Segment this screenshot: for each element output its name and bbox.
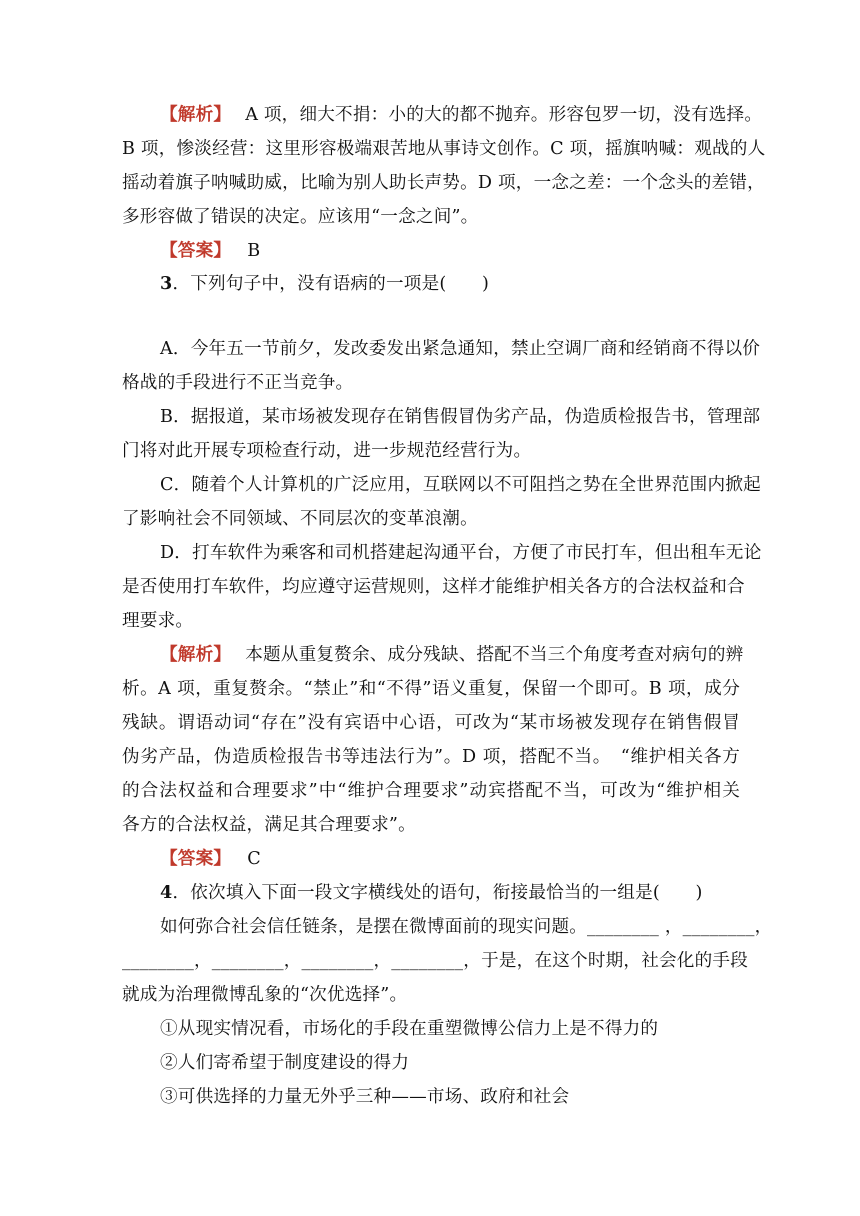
option-d-line-1: D．打车软件为乘客和司机搭建起沟通平台，方便了市民打车，但出租车无论 xyxy=(160,543,762,563)
option-a-line-2: 格战的手段进行不正当竞争。 xyxy=(122,373,354,393)
answer-label: 【答案】 xyxy=(160,848,232,869)
analysis-label: 【解析】 xyxy=(160,644,232,665)
answer-label: 【答案】 xyxy=(160,240,232,261)
sentence-option-2: ②人们寄希望于制度建设的得力 xyxy=(160,1053,410,1073)
passage-line-3: 就成为治理微博乱象的“次优选择”。 xyxy=(122,985,408,1005)
analysis-3-line-2: 析。A 项，重复赘余。“禁止”和“不得”语义重复，保留一个即可。B 项，成分 xyxy=(122,679,740,699)
passage-line-2: ________，________，________，________，于是，在这个时期，社会化的手段 xyxy=(122,951,748,971)
analysis-3-line-1: 【解析】 本题从重复赘余、成分残缺、搭配不当三个角度考查对病句的辨 xyxy=(160,644,744,665)
analysis-3-line-6: 各方的合法权益，满足其合理要求”。 xyxy=(122,815,416,835)
option-a-line-1: A．今年五一节前夕，发改委发出紧急通知，禁止空调厂商和经销商不得以价 xyxy=(160,339,761,359)
answer-line-3 xyxy=(160,848,261,870)
analysis-line-4: 多形容做了错误的决定。应该用“一念之间”。 xyxy=(122,207,479,227)
analysis-line-1: 【解析】 A 项，细大不捐：小的大的都不抛弃。形容包罗一切，没有选择。 xyxy=(160,104,763,125)
analysis-label: 【解析】 xyxy=(160,104,232,125)
answer-value: C xyxy=(247,849,261,869)
question-3-stem: 3．下列句子中，没有语病的一项是( ) xyxy=(160,273,490,294)
option-d-line-2: 是否使用打车软件，均应遵守运营规则，这样才能维护相关各方的合法权益和合 xyxy=(122,577,745,597)
answer-line-2 xyxy=(160,240,260,262)
analysis-line-2: B 项，惨淡经营：这里形容极端艰苦地从事诗文创作。C 项，摇旗呐喊：观战的人 xyxy=(122,139,766,159)
analysis-3-line-4: 伪劣产品，伪造质检报告书等违法行为”。D 项，搭配不当。 “维护相关各方 xyxy=(122,747,740,767)
analysis-line-3: 摇动着旗子呐喊助威，比喻为别人助长声势。D 项，一念之差：一个念头的差错， xyxy=(122,173,765,193)
option-b-line-2: 门将对此开展专项检查行动，进一步规范经营行为。 xyxy=(122,441,532,461)
analysis-3-line-5: 的合法权益和合理要求”中“维护合理要求”动宾搭配不当，可改为“维护相关 xyxy=(122,781,740,801)
option-c-line-2: 了影响社会不同领域、不同层次的变革浪潮。 xyxy=(122,509,478,529)
question-number: 3 xyxy=(160,273,173,294)
option-c-line-1: C．随着个人计算机的广泛应用，互联网以不可阻挡之势在全世界范围内掀起 xyxy=(160,475,761,495)
passage-line-1: 如何弥合社会信任链条，是摆在微博面前的现实问题。________ ，________， xyxy=(160,917,773,937)
answer-value: B xyxy=(247,241,261,261)
question-number: 4 xyxy=(160,882,173,903)
option-d-line-3: 理要求。 xyxy=(122,611,194,631)
sentence-option-3: ③可供选择的力量无外乎三种——市场、政府和社会 xyxy=(160,1087,570,1107)
analysis-3-line-3: 残缺。谓语动词“存在”没有宾语中心语，可改为“某市场被发现存在销售假冒 xyxy=(122,713,740,733)
sentence-option-1: ①从现实情况看，市场化的手段在重塑微博公信力上是不得力的 xyxy=(160,1019,659,1039)
question-4-stem: 4．依次填入下面一段文字横线处的语句，衔接最恰当的一组是( ) xyxy=(160,882,703,903)
option-b-line-1: B．据报道，某市场被发现存在销售假冒伪劣产品，伪造质检报告书，管理部 xyxy=(160,407,761,427)
